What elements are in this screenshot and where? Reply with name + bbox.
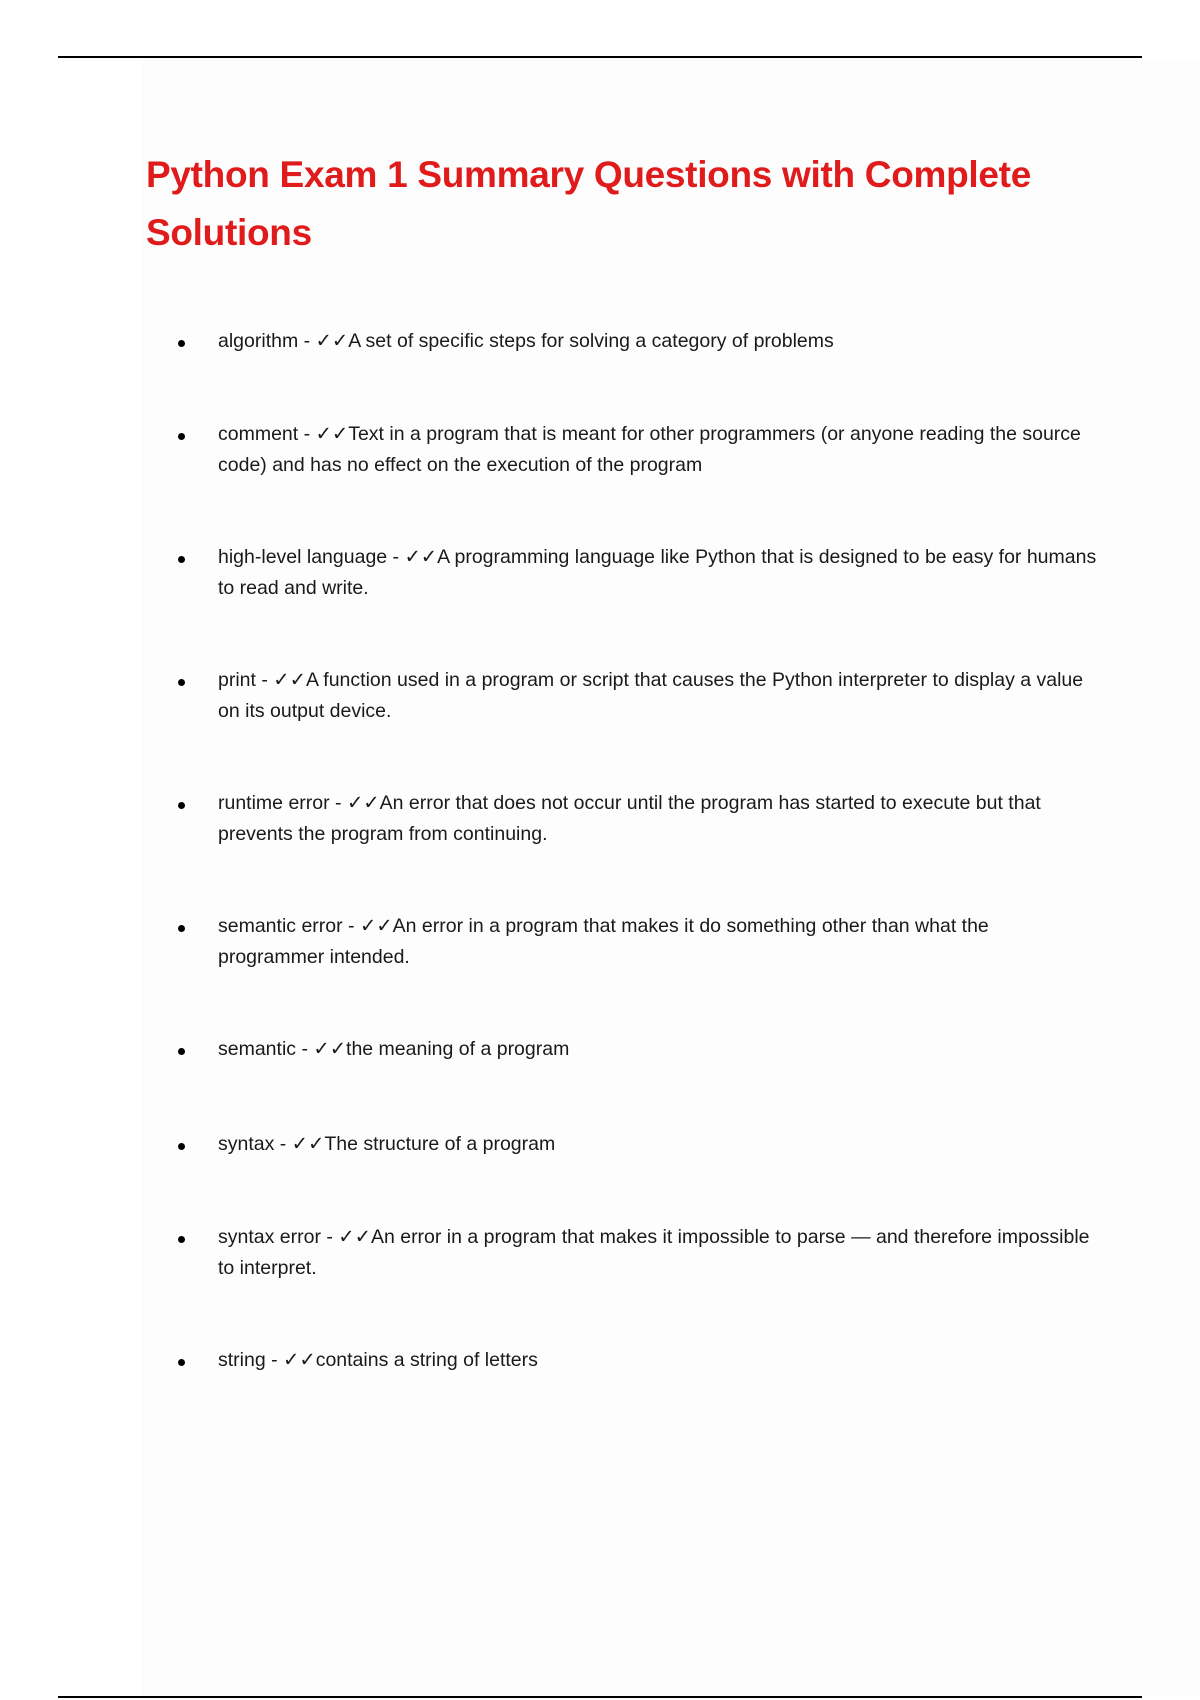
bullet-icon xyxy=(178,925,185,932)
bullet-icon xyxy=(178,1048,185,1055)
term-text: print - ✓✓A function used in a program or script that causes the Python interpreter to display a value on its output device. xyxy=(218,669,1084,722)
top-rule xyxy=(58,56,1142,58)
bullet-icon xyxy=(178,556,185,563)
term-text: semantic error - ✓✓An error in a program that makes it do something other than what the programmer intended. xyxy=(218,915,989,968)
term-text: syntax - ✓✓The structure of a program xyxy=(218,1133,556,1155)
bullet-icon xyxy=(178,1359,185,1366)
term-text: syntax error - ✓✓An error in a program that makes it impossible to parse — and therefore impossible to interpret. xyxy=(218,1226,1090,1279)
bullet-icon xyxy=(178,1236,185,1243)
document-title: Python Exam 1 Summary Questions with Complete Solutions xyxy=(146,154,1031,253)
term-text: string - ✓✓contains a string of letters xyxy=(218,1349,538,1371)
bullet-icon xyxy=(178,802,185,809)
bottom-rule xyxy=(58,1696,1142,1698)
page-body xyxy=(142,60,1200,1696)
term-text: semantic - ✓✓the meaning of a program xyxy=(218,1038,570,1060)
term-text: runtime error - ✓✓An error that does not occur until the program has started to execute but that prevents the program from continuing. xyxy=(218,792,1041,845)
bullet-icon xyxy=(178,1143,185,1150)
bullet-icon xyxy=(178,679,185,686)
term-text: comment - ✓✓Text in a program that is meant for other programmers (or anyone reading the source code) and has no effect on the execution of the program xyxy=(218,423,1081,476)
bullet-icon xyxy=(178,433,185,440)
term-text: algorithm - ✓✓A set of specific steps for solving a category of problems xyxy=(218,330,834,352)
term-text: high-level language - ✓✓A programming language like Python that is designed to be easy for humans to read and write. xyxy=(218,546,1097,599)
bullet-icon xyxy=(178,340,185,347)
